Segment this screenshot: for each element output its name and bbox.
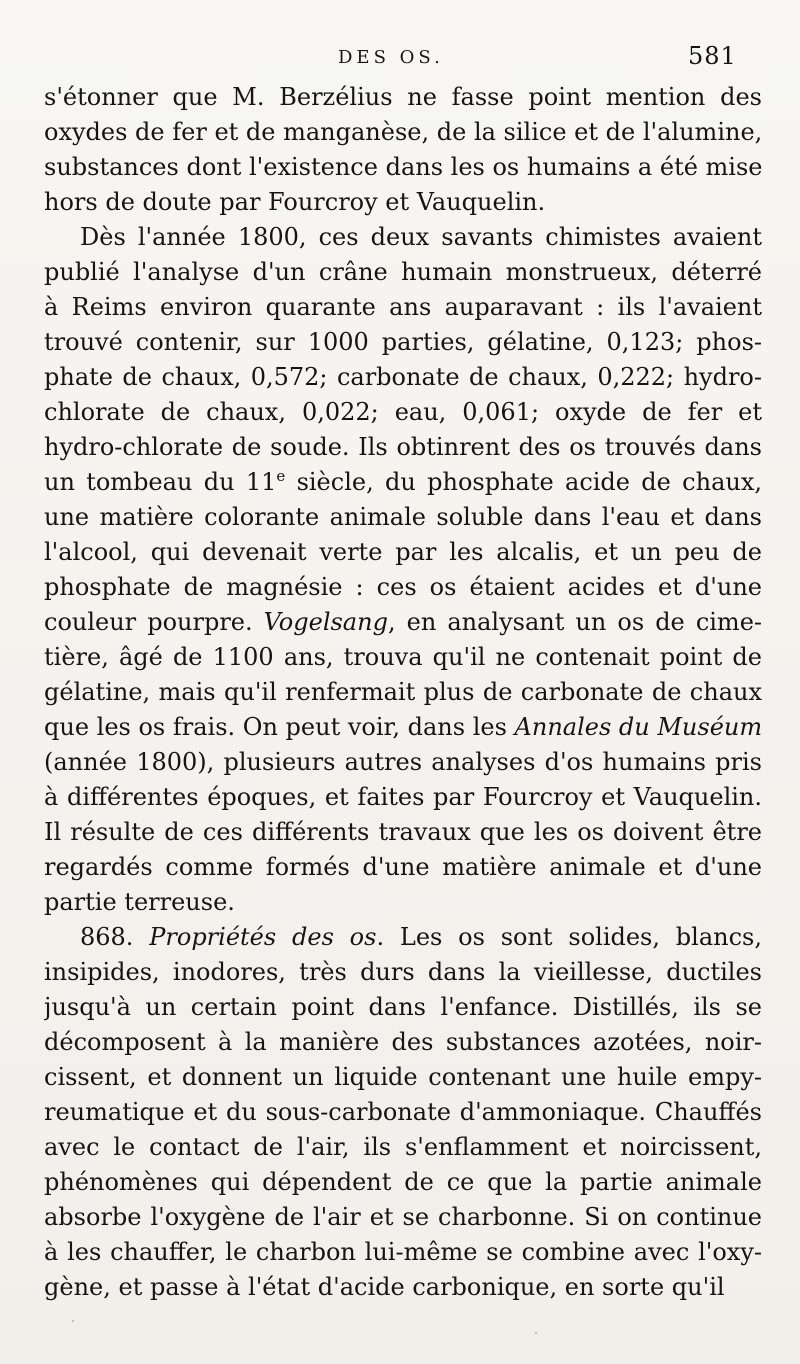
body-text — [44, 80, 762, 1310]
text-line: absorbe l'oxygène de l'air et se charbonne. Si on continue — [44, 1203, 762, 1231]
text-line: s'étonner que M. Berzélius ne fasse point mention des — [44, 83, 762, 111]
text-line: substances dont l'existence dans les os humains a été mise — [44, 153, 762, 181]
paper-speck — [535, 1332, 537, 1334]
text-line: à les chauffer, le charbon lui-même se combine avec l'oxy- — [44, 1238, 762, 1266]
italic-title: Annales du Muséum — [514, 713, 762, 741]
text-line: phate de chaux, 0,572; carbonate de chaux, 0,222; hydro- — [44, 363, 762, 391]
text-line: phosphate de magnésie : ces os étaient acides et d'une — [44, 573, 762, 601]
text-line: gélatine, mais qu'il renfermait plus de carbonate de chaux — [44, 678, 762, 706]
text-line: (année 1800), plusieurs autres analyses d'os humains pris — [44, 748, 762, 776]
text-line: regardés comme formés d'une matière animale et d'une — [44, 853, 762, 881]
text-line: gène, et passe à l'état d'acide carbonique, en sorte qu'il — [44, 1273, 725, 1301]
text-line: Il résulte de ces différents travaux que les os doivent être — [44, 818, 762, 846]
text-span: couleur pourpre. — [44, 608, 264, 636]
text-line: phénomènes qui dépendent de ce que la partie animale — [44, 1168, 762, 1196]
section-number: 868. — [80, 923, 150, 951]
running-title: DES OS. — [338, 47, 444, 68]
text-line: oxydes de fer et de manganèse, de la silice et de l'alumine, — [44, 118, 762, 146]
text-line: décomposent à la manière des substances azotées, noir- — [44, 1028, 762, 1056]
paper-speck — [72, 1320, 74, 1322]
text-line: trouvé contenir, sur 1000 parties, gélatine, 0,123; phos- — [44, 328, 762, 356]
text-line: hydro-chlorate de soude. Ils obtinrent des os trouvés dans — [44, 433, 762, 461]
text-span: , en analysant un os de cime- — [387, 608, 762, 636]
page-number: 581 — [688, 42, 737, 70]
text-line: avec le contact de l'air, ils s'enflamment et noircissent, — [44, 1133, 762, 1161]
text-line: chlorate de chaux, 0,022; eau, 0,061; oxyde de fer et — [44, 398, 762, 426]
text-line: publié l'analyse d'un crâne humain monstrueux, déterré — [44, 258, 762, 286]
text-line: insipides, inodores, très durs dans la vieillesse, ductiles — [44, 958, 762, 986]
section-heading: Propriétés des os — [149, 923, 377, 951]
text-span: un tombeau du 11 — [44, 468, 277, 496]
text-line: l'alcool, qui devenait verte par les alcalis, et un peu de — [44, 538, 762, 566]
text-span: siècle, du phosphate acide de chaux, — [285, 468, 762, 496]
text-line — [44, 920, 762, 954]
text-line: Dès l'année 1800, ces deux savants chimistes avaient — [80, 223, 762, 251]
italic-name: Vogelsang — [263, 608, 388, 636]
text-line: une matière colorante animale soluble dans l'eau et dans — [44, 503, 762, 531]
text-line: tière, âgé de 1100 ans, trouva qu'il ne contenait point de — [44, 643, 762, 671]
text-line: à Reims environ quarante ans auparavant : ils l'avaient — [44, 293, 762, 321]
text-line: à différentes époques, et faites par Fourcroy et Vauquelin. — [44, 783, 762, 811]
text-line: cissent, et donnent un liquide contenant une huile empy- — [44, 1063, 762, 1091]
text-line: reumatique et du sous-carbonate d'ammoniaque. Chauffés — [44, 1098, 762, 1126]
text-line: jusqu'à un certain point dans l'enfance. Distillés, ils se — [44, 993, 762, 1021]
text-span: . Les os sont solides, blancs, — [376, 923, 762, 951]
text-line: hors de doute par Fourcroy et Vauquelin. — [44, 188, 546, 216]
text-line — [44, 710, 762, 744]
text-span: que les os frais. On peut voir, dans les — [44, 713, 515, 741]
text-line — [44, 465, 762, 499]
text-line: partie terreuse. — [44, 888, 235, 916]
text-line — [44, 605, 762, 639]
running-header — [0, 42, 800, 78]
superscript: e — [276, 467, 286, 485]
